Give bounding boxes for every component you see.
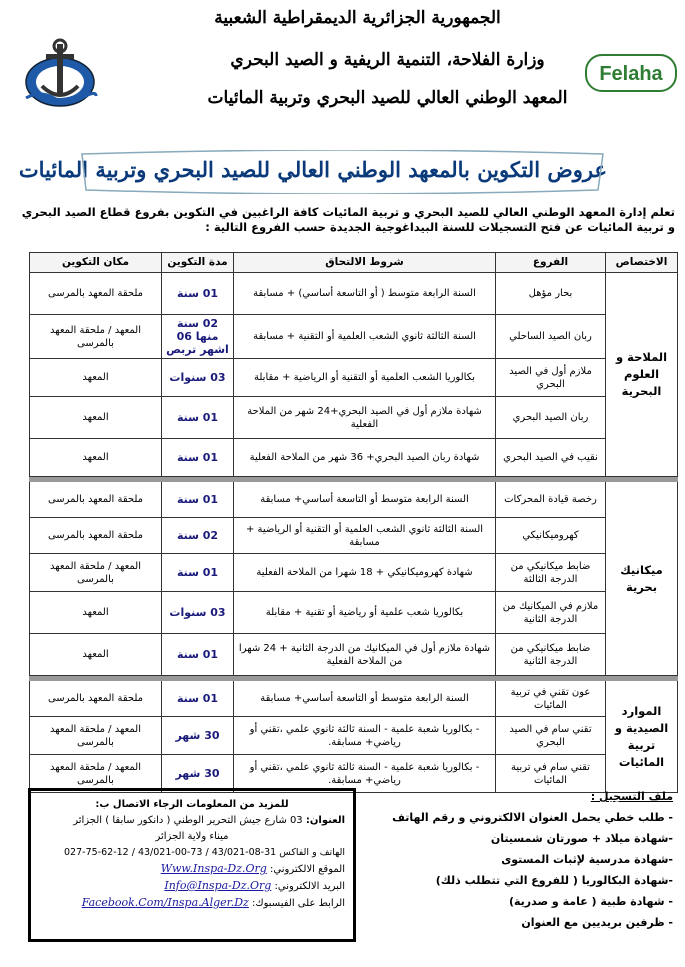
branch-cell: تقني سام في الصيد البحري (496, 717, 606, 755)
table-header-row (30, 253, 678, 273)
website-link[interactable]: Www.Inspa-Dz.Org (160, 862, 267, 875)
dur-cell: 30 شهر (162, 717, 234, 755)
table-row (30, 518, 678, 554)
col-header-spec: الاختصاص (606, 253, 678, 273)
place-cell: المعهد / ملحقة المعهد بالمرسى (30, 717, 162, 755)
cond-cell: السنة الثالثة ثانوي الشعب العلمية أو التقنية + مسابقة (234, 315, 496, 359)
dur-cell: 30 شهر (162, 755, 234, 793)
dur-cell: 03 سنوات (162, 359, 234, 397)
place-cell: المعهد (30, 592, 162, 634)
cond-cell: بكالوريا شعب علمية أو رياضية أو تقنية + مقابلة (234, 592, 496, 634)
facebook-link[interactable]: Facebook.Com/Inspa.Alger.Dz (81, 896, 249, 909)
email-row (39, 878, 345, 895)
branch-cell: ملازم أول في الصيد البحري (496, 359, 606, 397)
ministry-name: وزارة الفلاحة، التنمية الريفية و الصيد البحري (230, 50, 545, 70)
place-cell: ملحقة المعهد بالمرسى (30, 681, 162, 717)
list-item: - ظرفين بريديين مع العنوان (521, 916, 673, 929)
institute-name: المعهد الوطني العالي للصيد البحري وتربية المائيات (207, 88, 568, 108)
place-cell: المعهد (30, 634, 162, 676)
email-link[interactable]: Info@Inspa-Dz.Org (164, 879, 272, 892)
cond-cell: شهادة كهروميكانيكي + 18 شهرا من الملاحة الفعلية (234, 554, 496, 592)
page-title-box (18, 150, 607, 194)
branch-cell: نقيب في الصيد البحري (496, 439, 606, 477)
dur-cell: 02 سنة منها 06 اشهر تربص (162, 315, 234, 359)
place-cell: ملحقة المعهد بالمرسى (30, 482, 162, 518)
contact-address-row (39, 813, 345, 829)
branch-cell: رخصة قيادة المحركات (496, 482, 606, 518)
branch-cell: ضابط ميكانيكي من الدرجة الثالثة (496, 554, 606, 592)
intro-line-2: و تربية المائيات عن فتح التسجيلات للسنة البيداغوجية الجديدة حسب الفروع التالية : (205, 220, 675, 234)
list-item: -شهادة ميلاد + صورتان شمسيتان (490, 832, 673, 845)
dur-cell: 02 سنة (162, 518, 234, 554)
registration-file-title: ملف التسجيل : (590, 790, 673, 803)
dur-cell: 01 سنة (162, 681, 234, 717)
branch-cell: كهروميكانيكي (496, 518, 606, 554)
list-item: -شهادة مدرسية لإثبات المستوى (501, 853, 673, 866)
facebook-row (39, 895, 345, 912)
email-label: البريد الالكتروني: (274, 881, 345, 892)
phone-line: الهاتف و الفاكس 31-08-43/021 / 73-00-43/021 / 12-62-75-027 (63, 847, 345, 858)
table-row (30, 482, 678, 518)
col-header-dur: مدة التكوين (162, 253, 234, 273)
place-cell: المعهد (30, 397, 162, 439)
place-cell: ملحقة المعهد بالمرسى (30, 273, 162, 315)
branch-cell: ربان الصيد البحري (496, 397, 606, 439)
dur-cell: 01 سنة (162, 634, 234, 676)
address-value: 03 شارع جيش التحرير الوطني ( دانكور سابقا ) الجزائر (73, 815, 303, 826)
contact-heading: للمزيد من المعلومات الرجاء الاتصال ب: (95, 799, 289, 810)
website-label: الموقع الالكتروني: (270, 864, 345, 875)
institute-logo (20, 38, 100, 110)
list-item: - شهادة طبية ( عامة و صدرية) (508, 895, 673, 908)
table-row (30, 634, 678, 676)
cond-cell: شهادة ملازم أول في الميكانيك من الدرجة الثانية + 24 شهرا من الملاحة الفعلية (234, 634, 496, 676)
table-row (30, 681, 678, 717)
dur-cell: 03 سنوات (162, 592, 234, 634)
branch-cell: ملازم في الميكانيك من الدرجة الثانية (496, 592, 606, 634)
table-row (30, 359, 678, 397)
table-row (30, 315, 678, 359)
cond-cell: السنة الرابعة متوسط أو التاسعة أساسي+ مسابقة (234, 681, 496, 717)
website-row (39, 861, 345, 878)
table-row (30, 592, 678, 634)
felaha-logo-text: Felaha (599, 63, 663, 85)
col-header-branch: الفروع (496, 253, 606, 273)
branch-cell: ضابط ميكانيكي من الدرجة الثانية (496, 634, 606, 676)
spec-cell: الملاحة و العلوم البحرية (606, 273, 678, 477)
place-cell: المعهد / ملحقة المعهد بالمرسى (30, 315, 162, 359)
dur-cell: 01 سنة (162, 439, 234, 477)
felaha-logo (585, 54, 677, 92)
col-header-place: مكان التكوين (30, 253, 162, 273)
cond-cell: شهادة ربان الصيد البحري+ 36 شهر من الملاحة الفعلية (234, 439, 496, 477)
list-item: - طلب خطي يحمل العنوان الالكتروني و رقم الهاتف (392, 811, 673, 824)
intro-line-1: تعلم إدارة المعهد الوطني العالي للصيد البحري و تربية المائيات كافة الراغبين في التكوين بفروع قطاع الصيد البحري (21, 205, 675, 219)
republic-name: الجمهورية الجزائرية الديمقراطية الشعبية (214, 8, 501, 28)
spec-cell: ميكانيك بحرية (606, 482, 678, 676)
col-header-cond: شروط الالتحاق (234, 253, 496, 273)
cond-cell: - بكالوريا شعبة علمية - السنة ثالثة ثانوي علمي ،تقني أو رياضي+ مسابقة. (234, 755, 496, 793)
list-item: -شهادة البكالوريا ( للفروع التي تتطلب ذلك) (435, 874, 673, 887)
branch-cell: تقني سام في تربية المائيات (496, 755, 606, 793)
dur-cell: 01 سنة (162, 273, 234, 315)
table-row (30, 717, 678, 755)
dur-cell: 01 سنة (162, 397, 234, 439)
place-cell: المعهد / ملحقة المعهد بالمرسى (30, 755, 162, 793)
registration-file (363, 786, 673, 933)
training-table (29, 252, 678, 793)
place-cell: المعهد / ملحقة المعهد بالمرسى (30, 554, 162, 592)
cond-cell: - بكالوريا شعبة علمية - السنة ثالثة ثانوي علمي ،تقني أو رياضي+ مسابقة. (234, 717, 496, 755)
dur-cell: 01 سنة (162, 482, 234, 518)
table-row (30, 397, 678, 439)
cond-cell: شهادة ملازم أول في الصيد البحري+24 شهر من الملاحة الفعلية (234, 397, 496, 439)
place-cell: المعهد (30, 359, 162, 397)
place-cell: المعهد (30, 439, 162, 477)
contact-box (28, 788, 356, 942)
spec-cell: الموارد الصيدية و تربية المائيات (606, 681, 678, 793)
cond-cell: السنة الثالثة ثانوي الشعب العلمية أو التقنية أو الرياضية + مسابقة (234, 518, 496, 554)
branch-cell: بحار مؤهل (496, 273, 606, 315)
address-line-2: ميناء ولاية الجزائر (155, 831, 229, 842)
branch-cell: عون تقني في تربية المائيات (496, 681, 606, 717)
facebook-label: الرابط على الفيسبوك: (252, 898, 345, 909)
cond-cell: السنة الرابعة متوسط أو التاسعة أساسي+ مسابقة (234, 482, 496, 518)
page-title: عروض التكوين بالمعهد الوطني العالي للصيد البحري وتربية المائيات (18, 157, 607, 182)
dur-cell: 01 سنة (162, 554, 234, 592)
address-label: العنوان: (305, 815, 345, 826)
cond-cell: السنة الرابعة متوسط ( أو التاسعة أساسي) + مسابقة (234, 273, 496, 315)
intro-text (10, 205, 675, 235)
table-row (30, 554, 678, 592)
branch-cell: ربان الصيد الساحلي (496, 315, 606, 359)
cond-cell: بكالوريا الشعب العلمية أو التقنية أو الرياضية + مقابلة (234, 359, 496, 397)
table-row (30, 439, 678, 477)
table-row (30, 273, 678, 315)
place-cell: ملحقة المعهد بالمرسى (30, 518, 162, 554)
